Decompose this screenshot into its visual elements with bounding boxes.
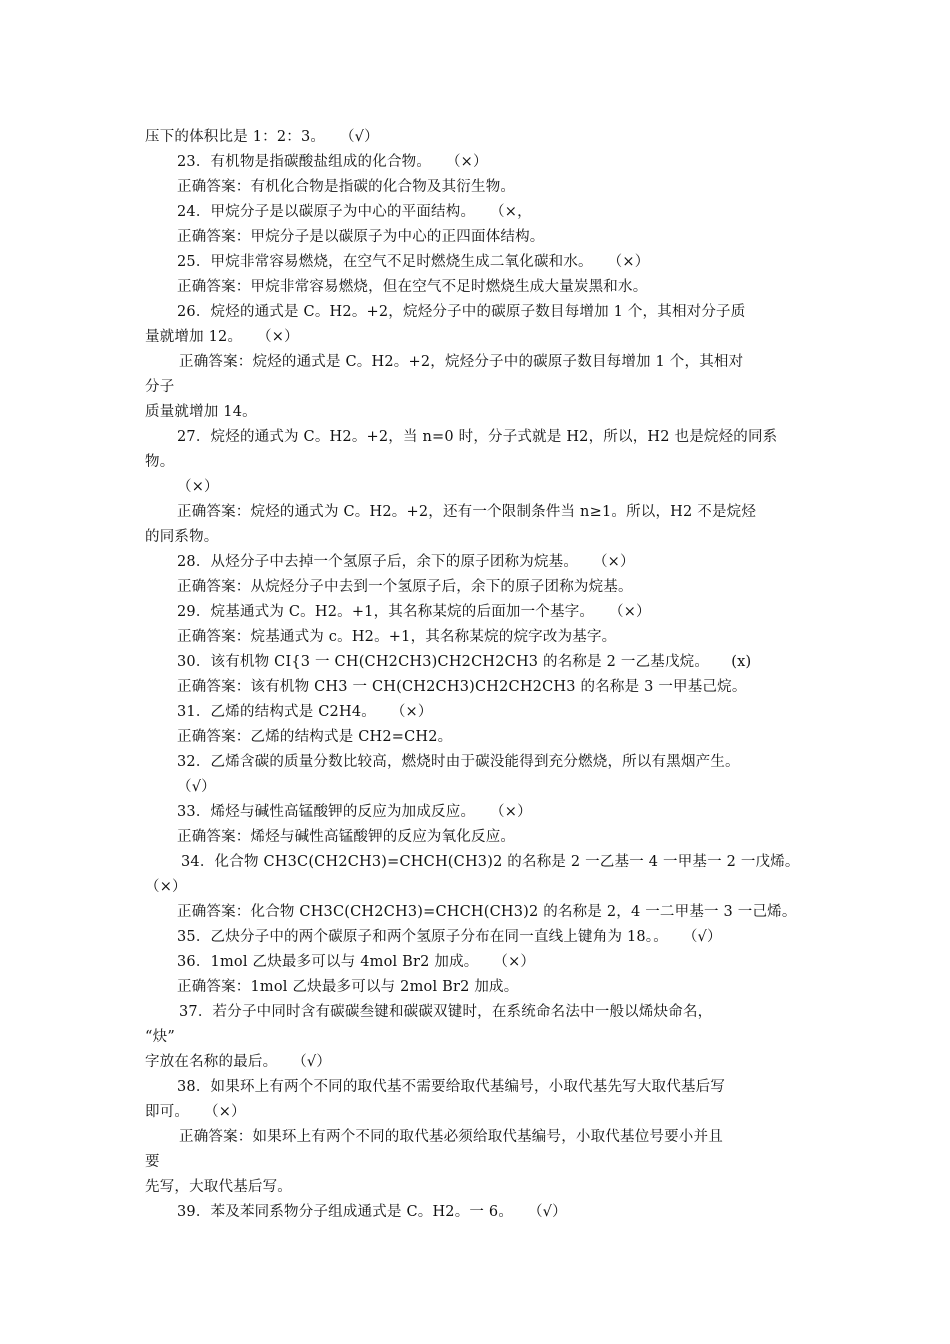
text-line-3: 正确答案：有机化合物是指碳的化合物及其衍生物。 xyxy=(177,179,516,195)
text-line-25: 正确答案：乙烯的结构式是 CH2=CH2。 xyxy=(177,729,453,745)
text-line-24: 31．乙烯的结构式是 C2H4。 （×） xyxy=(177,704,433,720)
text-line-14: 物。 xyxy=(145,454,175,470)
text-line-2: 23．有机物是指碳酸盐组成的化合物。 （×） xyxy=(177,154,488,170)
text-line-7: 正确答案：甲烷非常容易燃烧，但在空气不足时燃烧生成大量炭黑和水。 xyxy=(177,279,648,295)
text-line-16: 正确答案：烷烃的通式为 C。H2。+2，还有一个限制条件当 n≥1。所以，H2 不是烷烃 xyxy=(177,504,757,520)
text-line-29: 正确答案：烯烃与碱性高锰酸钾的反应为氧化反应。 xyxy=(177,829,516,845)
text-line-37: “炔” xyxy=(145,1029,175,1045)
text-line-34: 36．1mol 乙炔最多可以与 4mol Br2 加成。 （×） xyxy=(177,954,536,970)
text-line-15: （×） xyxy=(177,479,219,495)
text-line-39: 38．如果环上有两个不同的取代基不需要给取代基编号，小取代基先写大取代基后写 xyxy=(177,1079,726,1095)
text-line-18: 28．从烃分子中去掉一个氢原子后，余下的原子团称为烷基。 （×） xyxy=(177,554,635,570)
text-line-35: 正确答案：1mol 乙炔最多可以与 2mol Br2 加成。 xyxy=(177,979,519,995)
text-line-23: 正确答案：该有机物 CH3 一 CH(CH2CH3)CH2CH2CH3 的名称是 3 一甲基己烷。 xyxy=(177,679,747,695)
text-line-8: 26．烷烃的通式是 C。H2。+2，烷烃分子中的碳原子数目每增加 1 个，其相对分子质 xyxy=(177,304,746,320)
text-line-31: （×） xyxy=(145,879,187,895)
text-line-4: 24．甲烷分子是以碳原子为中心的平面结构。 （×， xyxy=(177,204,532,220)
text-line-36: 37．若分子中同时含有碳碳叁键和碳碳双键时，在系统命名法中一般以烯炔命名， xyxy=(179,1004,713,1020)
text-line-20: 29．烷基通式为 C。H2。+1，其名称某烷的后面加一个基字。 （×） xyxy=(177,604,651,620)
text-line-11: 分子 xyxy=(145,379,175,395)
text-line-22: 30．该有机物 CI{3 一 CH(CH2CH3)CH2CH2CH3 的名称是 2 一乙基戊烷。 (x) xyxy=(177,654,752,670)
text-line-12: 质量就增加 14。 xyxy=(145,404,257,420)
text-line-40: 即可。 （×） xyxy=(145,1104,246,1120)
text-line-9: 量就增加 12。 （×） xyxy=(145,329,299,345)
text-line-1: 压下的体积比是 1：2：3。 （√） xyxy=(145,129,379,145)
text-line-21: 正确答案：烷基通式为 c。H2。+1，其名称某烷的烷字改为基字。 xyxy=(177,629,617,645)
text-line-43: 先写，大取代基后写。 xyxy=(145,1179,292,1195)
text-line-28: 33．烯烃与碱性高锰酸钾的反应为加成反应。 （×） xyxy=(177,804,532,820)
text-line-44: 39．苯及苯同系物分子组成通式是 C。H2。一 6。 （√） xyxy=(177,1204,567,1220)
text-line-17: 的同系物。 xyxy=(145,529,219,545)
text-line-32: 正确答案：化合物 CH3C(CH2CH3)=CHCH(CH3)2 的名称是 2，4 一二甲基一 3 一己烯。 xyxy=(177,904,797,920)
text-line-27: （√） xyxy=(177,779,216,795)
text-line-30: 34．化合物 CH3C(CH2CH3)=CHCH(CH3)2 的名称是 2 一乙基一 4 一甲基一 2 一戊烯。 xyxy=(181,854,800,870)
text-line-42: 要 xyxy=(145,1154,160,1170)
text-line-10: 正确答案：烷烃的通式是 C。H2。+2，烷烃分子中的碳原子数目每增加 1 个，其相对 xyxy=(179,354,744,370)
text-line-38: 字放在名称的最后。 （√） xyxy=(145,1054,332,1070)
text-line-5: 正确答案：甲烷分子是以碳原子为中心的正四面体结构。 xyxy=(177,229,545,245)
text-line-19: 正确答案：从烷烃分子中去到一个氢原子后，余下的原子团称为烷基。 xyxy=(177,579,633,595)
text-line-26: 32．乙烯含碳的质量分数比较高，燃烧时由于碳没能得到充分燃烧，所以有黑烟产生。 xyxy=(177,754,740,770)
text-line-33: 35．乙炔分子中的两个碳原子和两个氢原子分布在同一直线上键角为 18。。 （√） xyxy=(177,929,722,945)
text-line-41: 正确答案：如果环上有两个不同的取代基必须给取代基编号，小取代基位号要小并且 xyxy=(179,1129,723,1145)
text-line-13: 27．烷烃的通式为 C。H2。+2，当 n=0 时，分子式就是 H2，所以，H2 也是烷烃的同系 xyxy=(177,429,778,445)
text-line-6: 25．甲烷非常容易燃烧，在空气不足时燃烧生成二氧化碳和水。 （×） xyxy=(177,254,650,270)
